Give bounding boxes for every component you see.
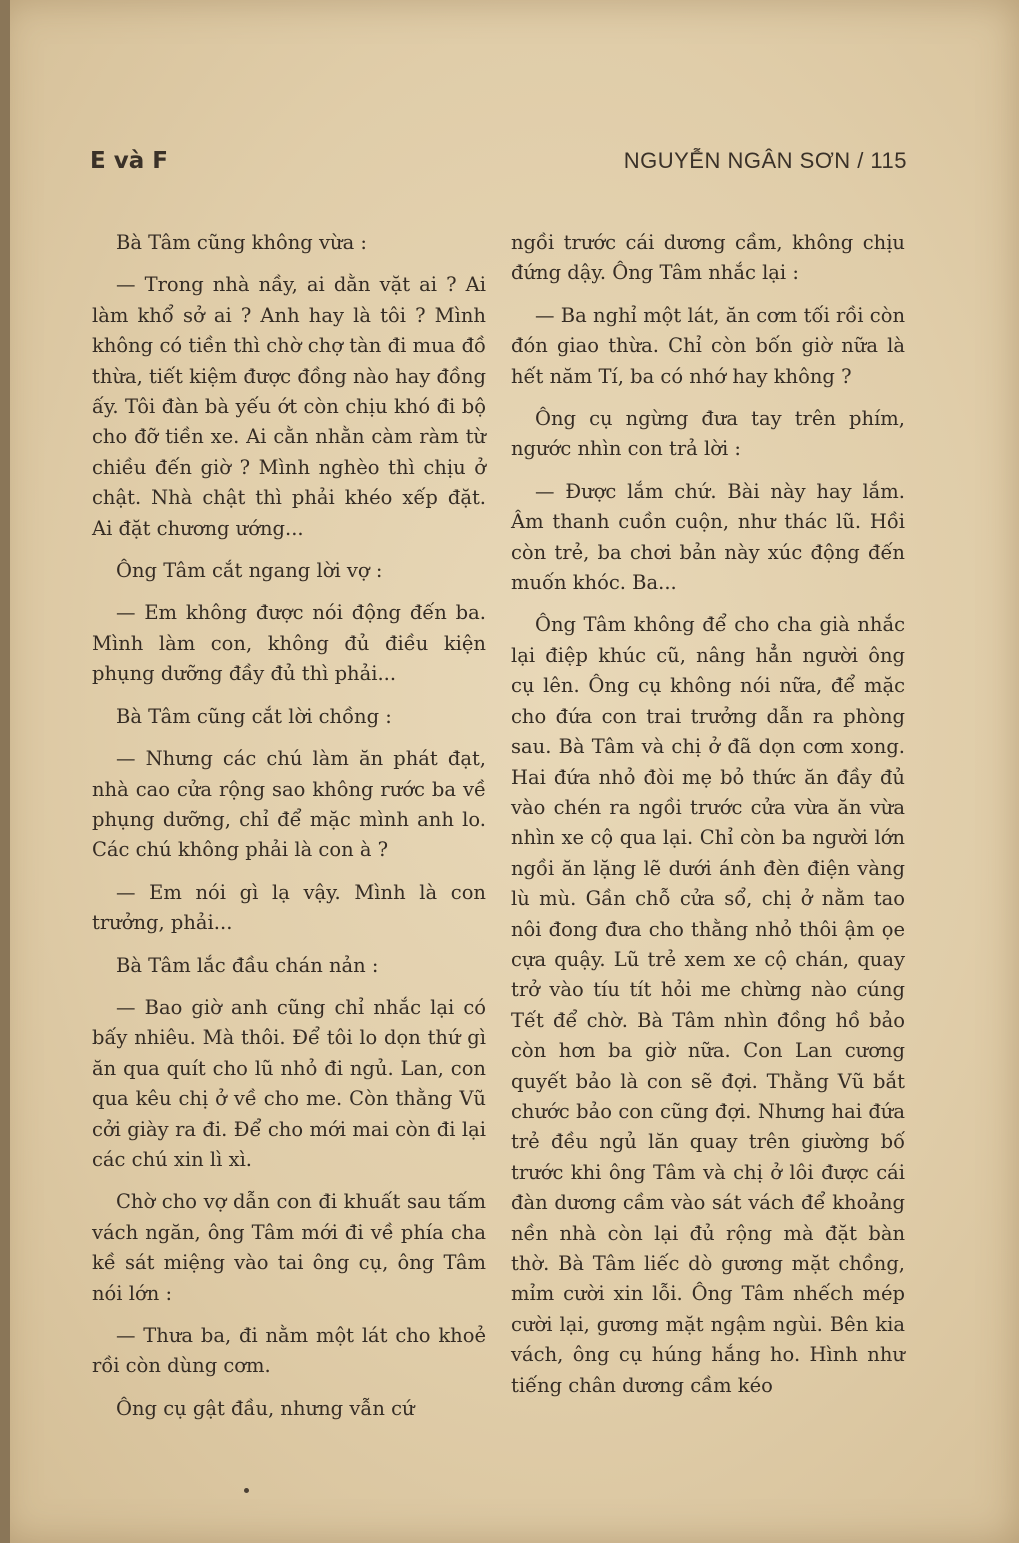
paragraph: — Trong nhà nầy, ai dằn vặt ai ? Ai làm khổ sở ai ? Anh hay là tôi ? Mình không có tiền thì chờ chợ tàn đi mua đồ thừa, tiết kiệm được đồng nào hay đồng ấy. Tôi đàn bà yếu ớt còn chịu khó đi bộ cho đỡ tiền xe. Ai cằn nhằn càm ràm từ chiều đến giờ ? Mình nghèo thì chịu ở chật. Nhà chật thì phải khéo xếp đặt. Ai đặt chương ướng... <box>92 273 486 540</box>
paragraph: Bà Tâm cũng cắt lời chồng : <box>116 704 392 728</box>
paragraph: — Thưa ba, đi nằm một lát cho khoẻ rồi còn dùng cơm. <box>92 1324 486 1378</box>
paragraph-continued: ngồi trước cái dương cầm, không chịu đứng dậy. Ông Tâm nhắc lại : <box>511 231 905 285</box>
running-header-right: NGUYỄN NGÂN SƠN / 115 <box>623 148 907 173</box>
left-column <box>92 228 486 1436</box>
running-header-left: E và F <box>90 148 168 174</box>
paragraph: Bà Tâm lắc đầu chán nản : <box>116 953 379 977</box>
paragraph: Ông cụ ngừng đưa tay trên phím, ngước nhìn con trả lời : <box>511 407 905 461</box>
paragraph: — Em không được nói động đến ba. Mình làm con, không đủ điều kiện phụng dưỡng đầy đủ thì phải... <box>92 601 486 686</box>
paragraph: — Được lắm chứ. Bài này hay lắm. Âm thanh cuồn cuộn, như thác lũ. Hồi còn trẻ, ba chơi bản này xúc động đến muốn khóc. Ba... <box>511 479 905 595</box>
paragraph: — Nhưng các chú làm ăn phát đạt, nhà cao cửa rộng sao không rước ba về phụng dưỡng, chỉ để mặc mình anh lo. Các chú không phải là con à ? <box>92 747 486 862</box>
paragraph: Chờ cho vợ dẫn con đi khuất sau tấm vách ngăn, ông Tâm mới đi về phía cha kề sát miệng vào tai ông cụ, ông Tâm nói lớn : <box>92 1190 486 1305</box>
paragraph: — Ba nghỉ một lát, ăn cơm tối rồi còn đón giao thừa. Chỉ còn bốn giờ nữa là hết năm Tí, ba có nhớ hay không ? <box>511 303 905 388</box>
right-column <box>511 228 905 1413</box>
page-edge <box>0 0 10 1543</box>
ink-dot <box>244 1488 249 1493</box>
paragraph: Bà Tâm cũng không vừa : <box>116 231 367 254</box>
paragraph: Ông cụ gật đầu, nhưng vẫn cứ <box>116 1396 415 1420</box>
paragraph: — Em nói gì lạ vậy. Mình là con trưởng, phải... <box>92 880 486 935</box>
paragraph: Ông Tâm cắt ngang lời vợ : <box>116 559 383 583</box>
paragraph: Ông Tâm không để cho cha già nhắc lại điệp khúc cũ, nâng hẳn người ông cụ lên. Ông cụ không nói nữa, để mặc cho đứa con trai trưởng dẫn ra phòng sau. Bà Tâm và chị ở đã dọn cơm xong. Hai đứa nhỏ đòi mẹ bỏ thức ăn đầy đủ vào chén ra ngồi trước cửa vừa ăn vừa nhìn xe cộ qua lại. Chỉ còn ba người lớn ngồi ăn lặng lẽ dưới ánh đèn điện vàng lù mù. Gần chỗ cửa sổ, chị ở nằm tao nôi đong đưa cho thằng nhỏ thôi ậm ọe cựa quậy. Lũ trẻ xem xe cộ chán, quay trở vào tíu tít hỏi me chừng nào cúng Tết để chờ. Bà Tâm nhìn đồng hồ bảo còn hơn ba giờ nữa. Con Lan cương quyết bảo là con sẽ đợi. Thằng Vũ bắt chước bảo con cũng đợi. Nhưng hai đứa trẻ đều ngủ lăn quay trên giường bố trước khi ông Tâm và chị ở lôi được cái đàn dương cầm vào sát vách để khoảng nền nhà còn lại đủ rộng mà đặt bàn thờ. Bà Tâm liếc dò gương mặt chồng, mỉm cười xin lỗi. Ông Tâm nhếch mép cười lại, gương mặt ngậm ngùi. Bên kia vách, ông cụ húng hắng ho. Hình như tiếng chân dương cầm kéo <box>511 613 905 1397</box>
paragraph: — Bao giờ anh cũng chỉ nhắc lại có bấy nhiêu. Mà thôi. Để tôi lo dọn thứ gì ăn qua quít cho lũ nhỏ đi ngủ. Lan, con qua kêu chị ở về cho me. Còn thằng Vũ cởi giày ra đi. Để cho mới mai còn đi lại các chú xin lì xì. <box>92 995 486 1171</box>
